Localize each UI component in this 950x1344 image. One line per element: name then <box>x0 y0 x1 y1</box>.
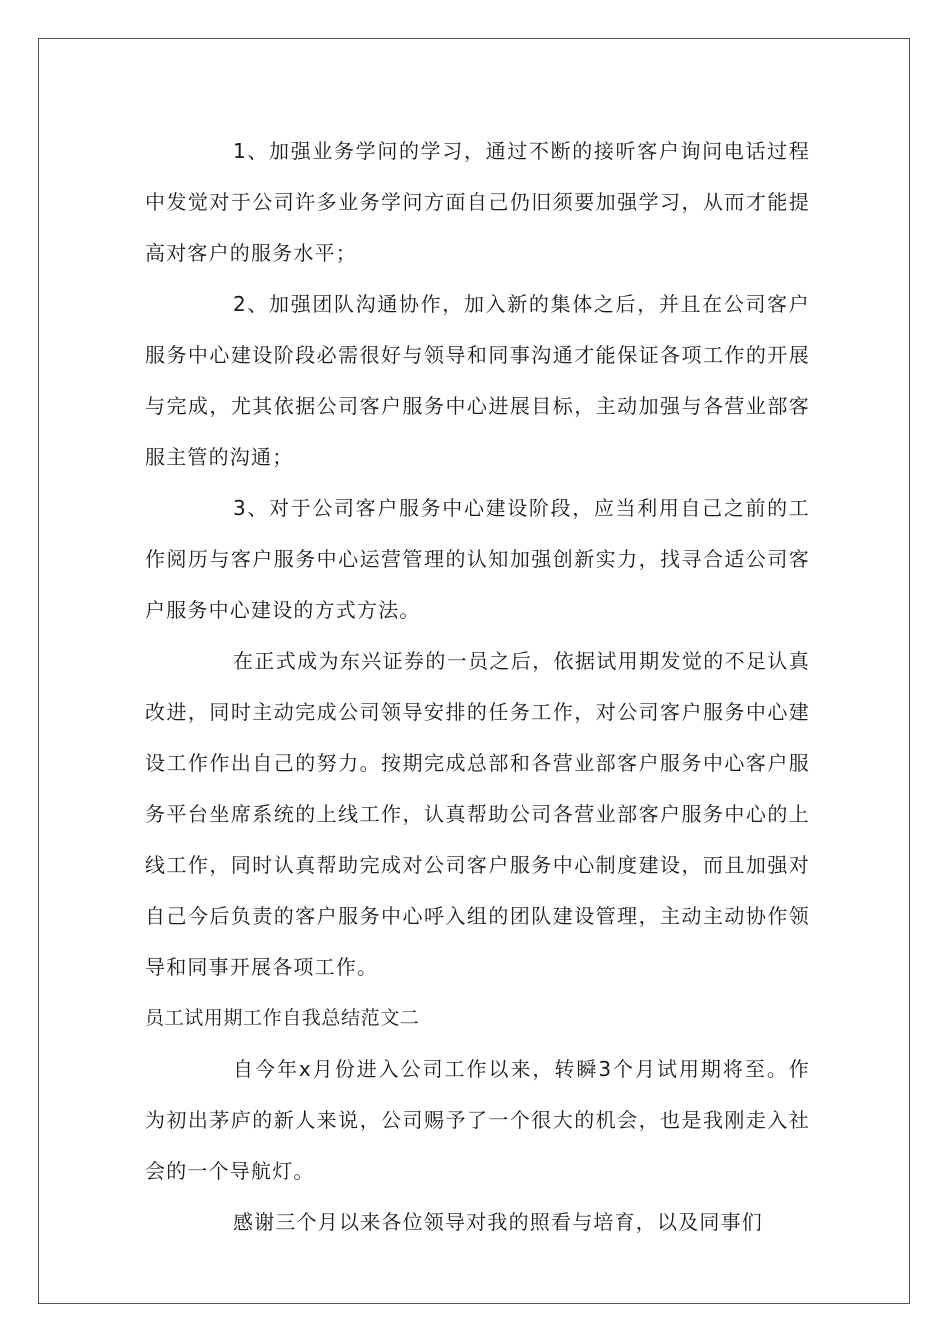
paragraph-3: 3、对于公司客户服务中心建设阶段，应当利用自己之前的工作阅历与客户服务中心运营管理的认知加强创新实力，找寻合适公司客户服务中心建设的方式方法。 <box>145 496 810 622</box>
section-heading: 员工试用期工作自我总结范文二 <box>145 1007 420 1029</box>
paragraph-1: 1、加强业务学问的学习，通过不断的接听客户询问电话过程中发觉对于公司许多业务学问方面自己仍旧须要加强学习，从而才能提高对客户的服务水平； <box>145 139 810 265</box>
paragraph-5: 自今年x月份进入公司工作以来，转瞬3个月试用期将至。作为初出茅庐的新人来说，公司赐予了一个很大的机会，也是我刚走入社会的一个导航灯。 <box>145 1057 810 1183</box>
paragraph-6: 感谢三个月以来各位领导对我的照看与培育，以及同事们 <box>233 1210 763 1234</box>
document-body <box>145 126 810 1248</box>
paragraph-2: 2、加强团队沟通协作，加入新的集体之后，并且在公司客户服务中心建设阶段必需很好与领导和同事沟通才能保证各项工作的开展与完成，尤其依据公司客户服务中心进展目标，主动加强与各营业部客服主管的沟通； <box>145 292 810 469</box>
paragraph-4: 在正式成为东兴证券的一员之后，依据试用期发觉的不足认真改进，同时主动完成公司领导安排的任务工作，对公司客户服务中心建设工作作出自己的努力。按期完成总部和各营业部客户服务中心客户服务平台坐席系统的上线工作，认真帮助公司各营业部客户服务中心的上线工作，同时认真帮助完成对公司客户服务中心制度建设，而且加强对自己今后负责的客户服务中心呼入组的团队建设管理，主动主动协作领导和同事开展各项工作。 <box>145 649 810 979</box>
